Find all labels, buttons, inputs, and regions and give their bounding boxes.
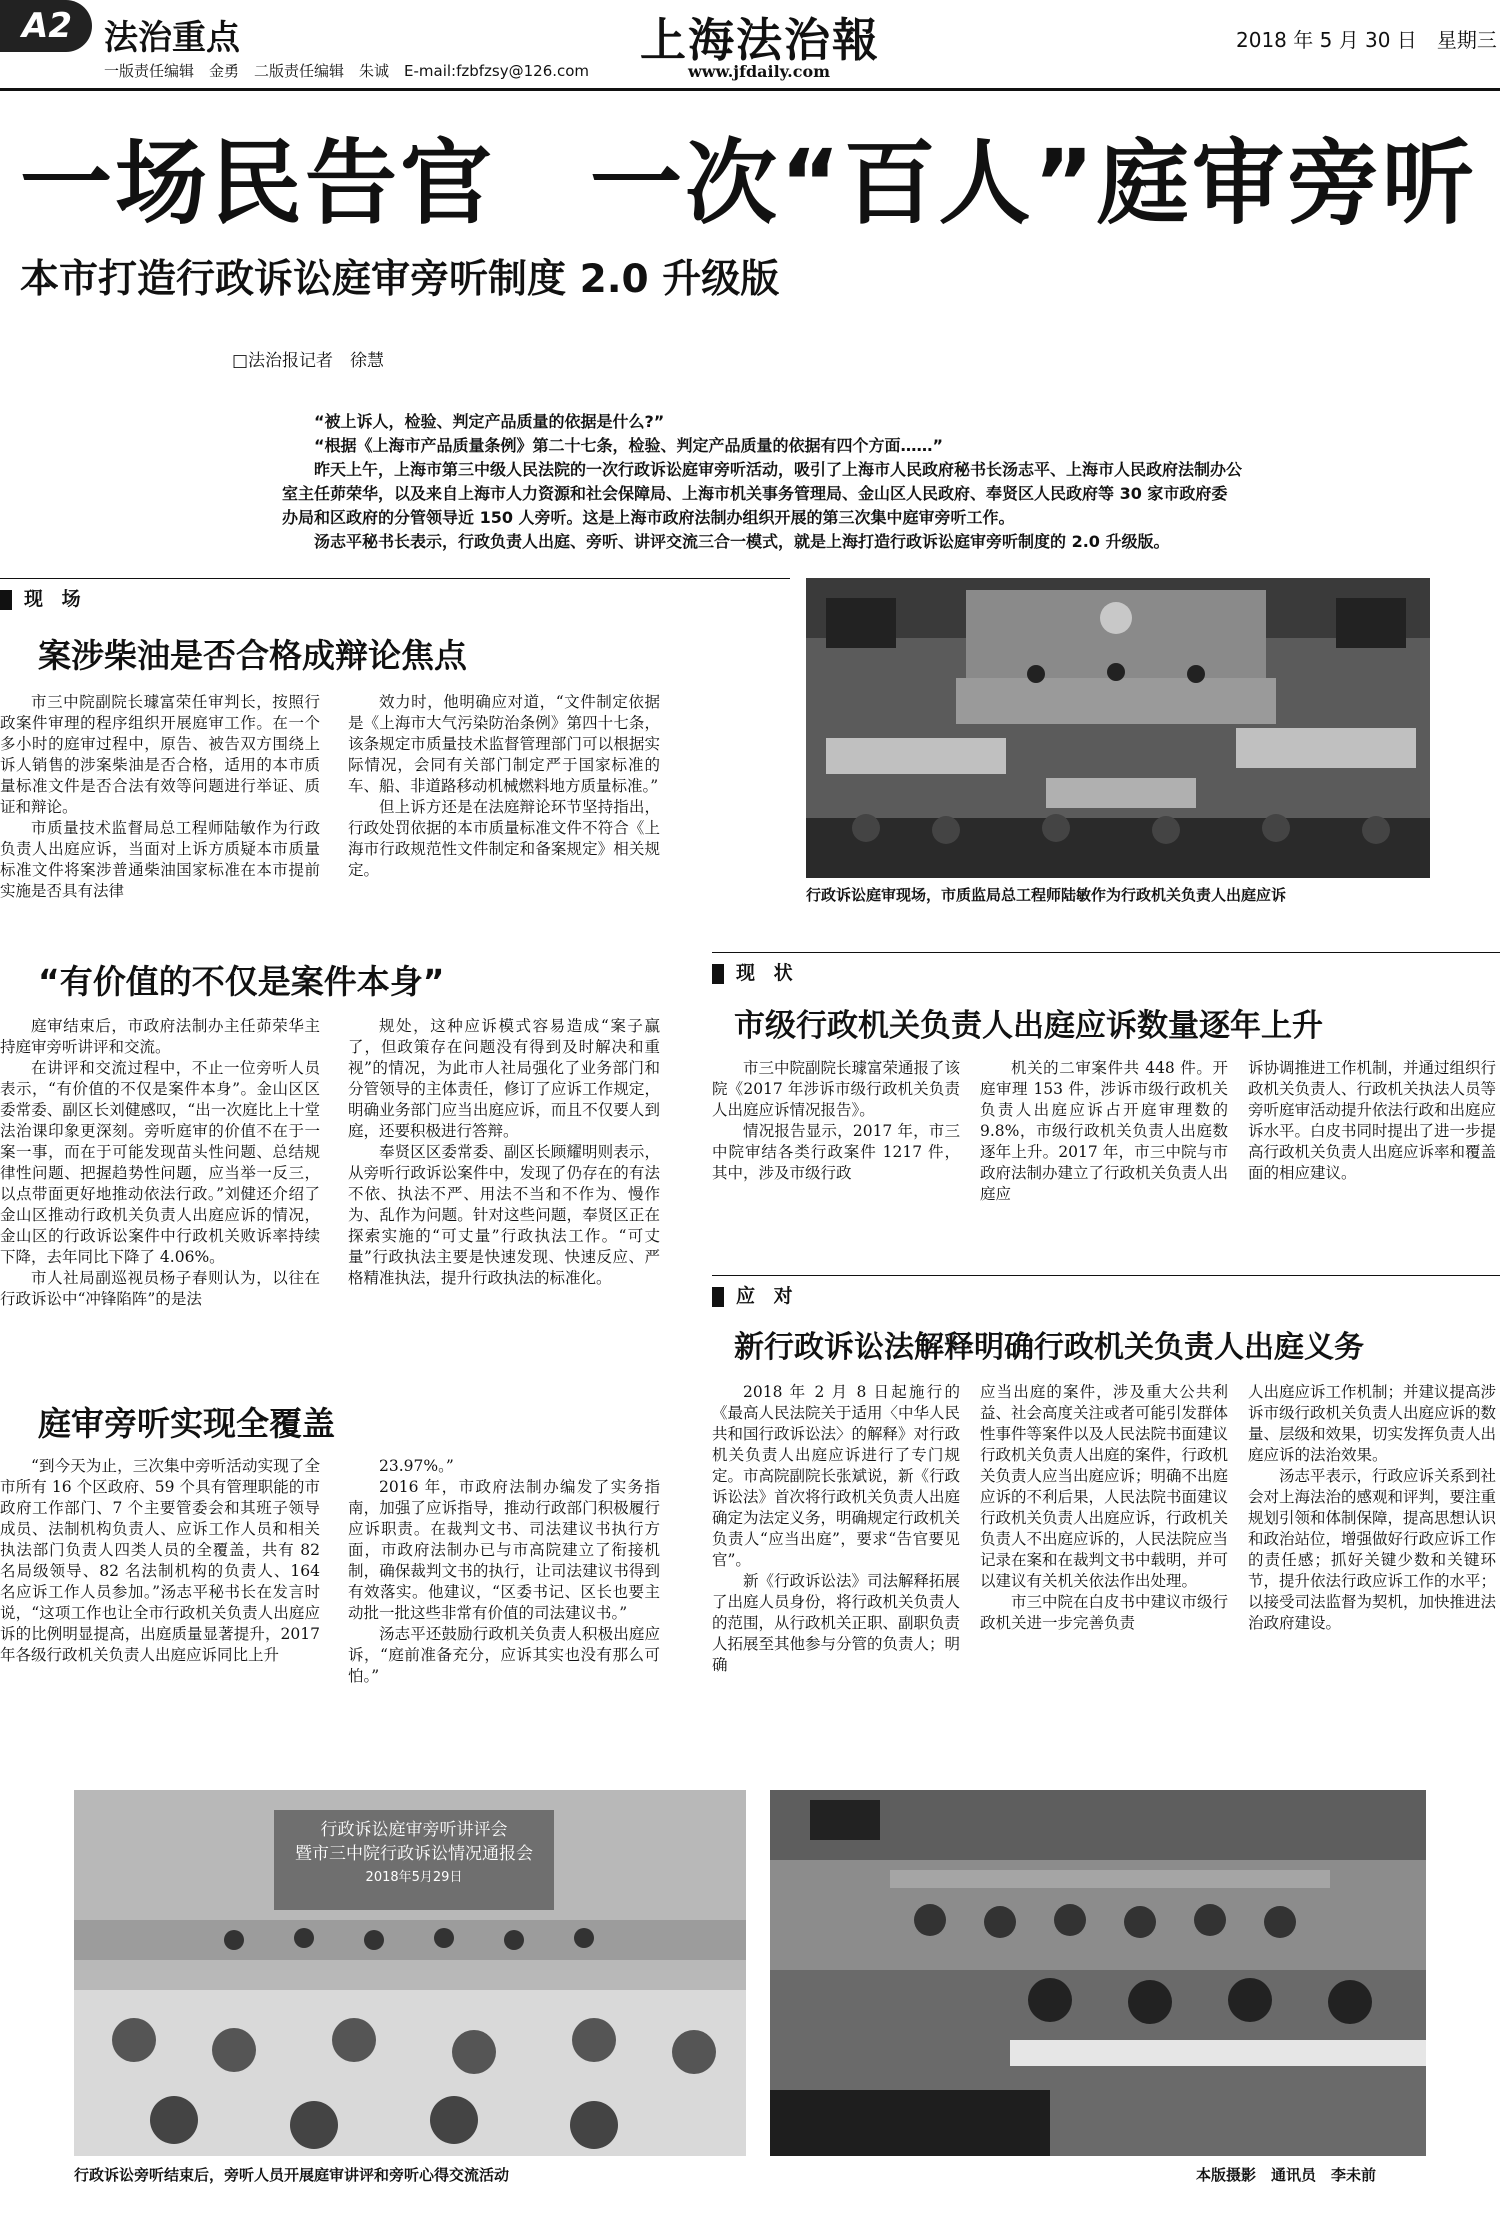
paragraph: 2018 年 2 月 8 日起施行的《最高人民法院关于适用〈中华人民共和国行政诉讼法〉的解释》对行政机关负责人出庭应诉进行了专门规定。市高院副院长张斌说，新《行政诉讼法》首次将行政机关负责人出庭确定为法定义务，明确规定行政机关负责人“应当出庭”，要求“告官要见官”。 — [712, 1383, 961, 1569]
paragraph: 新《行政诉讼法》司法解释拓展了出庭人员身份，将行政机关负责人的范围，从行政机关正职、副职负责人拓展至其他参与分管的负责人；明确 — [712, 1572, 961, 1674]
tag-marker — [712, 964, 724, 984]
paragraph: 市质量技术监督局总工程师陆敏作为行政负责人出庭应诉，当面对上诉方质疑本市质量标准文件将案涉普通柴油国家标准在本市提前实施是否具有法律 — [0, 819, 320, 900]
section-tag-label: 现 场 — [24, 588, 87, 610]
paragraph: 奉贤区区委常委、副区长顾耀明则表示，从旁听行政诉讼案件中，发现了仍存在的有法不依、执法不严、用法不当和不作为、慢作为、乱作为问题。针对这些问题，奉贤区正在探索实施的“可丈量”行政执法工作。“可丈量”行政执法主要是快速发现、快速反应、严格精准执法，提升行政执法的标准化。 — [348, 1143, 660, 1287]
heading-appearance-rising: 市级行政机关负责人出庭应诉数量逐年上升 — [734, 1008, 1323, 1044]
paragraph: 市人社局副巡视员杨子春则认为，以往在行政诉讼中“冲锋陷阵”的是法 — [0, 1269, 320, 1308]
paragraph: 2016 年，市政府法制办编发了实务指南，加强了应诉指导，推动行政部门积极履行应诉职责。在裁判文书、司法建议书执行方面，市政府法制办已与市高院建立了衔接机制，确保裁判文书的执行，让司法建议书得到有效落实。他建议，“区委书记、区长也要主动批一批这些非常有价值的司法建议书。” — [348, 1478, 660, 1622]
section-name: 法治重点 — [104, 18, 240, 58]
main-headline: 一场民告官 一次“百人”庭审旁听 — [20, 130, 1477, 237]
heading-full-coverage: 庭审旁听实现全覆盖 — [38, 1404, 335, 1443]
lead-paragraph: “被上诉人，检验、判定产品质量的依据是什么?” — [314, 412, 665, 431]
paragraph: 汤志平还鼓励行政机关负责人积极出庭应诉，“庭前准备充分，应诉其实也没有那么可怕。” — [348, 1625, 660, 1685]
photo-credit: 本版摄影 通讯员 李未前 — [1196, 2166, 1377, 2184]
paragraph: 23.97%。” — [379, 1457, 454, 1475]
paragraph: 诉协调推进工作机制，并通过组织行政机关负责人、行政机关执法人员等旁听庭审活动提升依法行政和出庭应诉水平。白皮书同时提出了进一步提高行政机关负责人出庭应诉率和覆盖面的相应建议。 — [1248, 1059, 1497, 1182]
heading-diesel-dispute: 案涉柴油是否合格成辩论焦点 — [38, 636, 467, 675]
paragraph: 汤志平表示，行政应诉关系到社会对上海法治的感观和评判，要注重规划引领和体制保障，提高思想认识和政治站位，增强做好行政应诉工作的责任感；抓好关键少数和关键环节，提升依法行政应诉工作的水平；以接受司法监督为契机，加快推进法治政府建设。 — [1248, 1467, 1497, 1632]
paragraph: 市三中院在白皮书中建议市级行政机关进一步完善负责 — [980, 1593, 1229, 1632]
page-number-badge — [0, 0, 92, 52]
meeting-banner — [274, 1818, 554, 1890]
banner-line: 行政诉讼庭审旁听讲评会 — [320, 1820, 508, 1840]
audience-photo — [770, 1790, 1426, 2156]
article-column — [0, 1456, 320, 1666]
paragraph: 情况报告显示，2017 年，市三中院审结各类行政案件 1217 件，其中，涉及市级行政 — [712, 1122, 960, 1182]
section-rule — [0, 578, 790, 579]
article-column — [980, 1058, 1228, 1205]
courtroom-photo-caption: 行政诉讼庭审现场，市质监局总工程师陆敏作为行政机关负责人出庭应诉 — [806, 886, 1287, 904]
lead-paragraph: “根据《上海市产品质量条例》第二十七条，检验、判定产品质量的依据有四个方面……” — [314, 436, 944, 455]
article-column — [712, 1382, 960, 1676]
issue-date: 2018 年 5 月 30 日 星期三 — [1236, 28, 1497, 52]
paragraph: 在讲评和交流过程中，不止一位旁听人员表示，“有价值的不仅是案件本身”。金山区区委常委、副区长刘健感叹，“出一次庭比上十堂法治课印象更深刻。旁听庭审的价值不在于一案一事，而在于可能发现苗头性问题、总结规律性问题、把握趋势性问题，应当举一反三，以点带面更好地推动依法行政。”刘健还介绍了金山区推动行政机关负责人出庭应诉的情况，金山区的行政诉讼案件中行政机关败诉率持续下降，去年同比下降了 4.06%。 — [0, 1059, 320, 1266]
paragraph: 人出庭应诉工作机制；并建议提高涉诉市级行政机关负责人出庭应诉的数量、层级和效果，切实发挥负责人出庭应诉的法治效果。 — [1248, 1383, 1497, 1464]
paragraph: 应当出庭的案件，涉及重大公共利益、社会高度关注或者可能引发群体性事件等案件以及人民法院书面建议行政机关负责人出庭的案件，行政机关负责人应当出庭应诉；明确不出庭应诉的不利后果，人民法院书面建议行政机关负责人出庭应诉，行政机关负责人不出庭应诉的，人民法院应当记录在案和在裁判文书中载明，并可以建议有关机关依法作出处理。 — [980, 1383, 1229, 1590]
banner-line: 暨市三中院行政诉讼情况通报会 — [295, 1844, 533, 1864]
audience-graphic — [770, 1790, 1426, 2156]
courtroom-photo — [806, 578, 1430, 878]
section-tag-label: 现 状 — [736, 962, 799, 984]
section-rule — [712, 952, 1500, 953]
paragraph: 效力时，他明确应对道，“文件制定依据是《上海市大气污染防治条例》第四十七条，该条规定市质量技术监督管理部门可以根据实际情况，会同有关部门制定严于国家标准的车、船、非道路移动机械燃料地方质量标准。” — [348, 693, 660, 795]
section-tag-status — [712, 958, 799, 984]
paragraph: 但上诉方还是在法庭辩论环节坚持指出，行政处罚依据的本市质量标准文件不符合《上海市行政规范性文件制定和备案规定》相关规定。 — [348, 798, 660, 879]
editors-line: 一版责任编辑 金勇 二版责任编辑 朱诚 E-mail:fzbfzsy@126.com — [104, 62, 590, 80]
paragraph: 庭审结束后，市政府法制办主任茆荣华主持庭审旁听讲评和交流。 — [0, 1017, 320, 1056]
article-column — [348, 692, 660, 881]
section-tag-label: 应 对 — [736, 1285, 799, 1307]
paragraph: 规处，这种应诉模式容易造成“案子赢了，但政策存在问题没有得到及时解决和重视”的情况，为此市人社局强化了业务部门和分管领导的主体责任，修订了应诉工作规定，明确业务部门应当出庭应诉，而且不仅要人到庭，还要积极进行答辩。 — [348, 1017, 660, 1140]
header-rule — [0, 88, 1500, 91]
article-column — [0, 1016, 320, 1310]
heading-value-beyond-case: “有价值的不仅是案件本身” — [38, 962, 445, 1001]
byline: □法治报记者 徐慧 — [232, 351, 385, 371]
section-tag-scene — [0, 584, 87, 610]
lead-paragraph: 汤志平秘书长表示，行政负责人出庭、旁听、讲评交流三合一模式，就是上海打造行政诉讼庭审旁听制度的 2.0 升级版。 — [314, 532, 1170, 551]
page-number: A2 — [22, 6, 72, 46]
tag-marker — [712, 1287, 724, 1307]
sub-headline: 本市打造行政诉讼庭审旁听制度 2.0 升级版 — [20, 257, 780, 302]
article-column — [1248, 1382, 1496, 1634]
article-column — [348, 1016, 660, 1289]
lead-paragraph: 昨天上午，上海市第三中级人民法院的一次行政诉讼庭审旁听活动，吸引了上海市人民政府秘书长汤志平、上海市人民政府法制办公室主任茆荣华，以及来自上海市人力资源和社会保障局、上海市机关事务管理局、金山区人民政府、奉贤区人民政府等 30 家市政府委办局和区政府的分管领导近 150 人旁听。这是上海市政府法制办组织开展的第三次集中庭审旁听工作。 — [282, 460, 1243, 527]
section-tag-response — [712, 1281, 799, 1307]
banner-date: 2018年5月29日 — [365, 1870, 463, 1885]
courtroom-photo-graphic — [806, 578, 1430, 878]
heading-new-interpretation: 新行政诉讼法解释明确行政机关负责人出庭义务 — [734, 1330, 1364, 1365]
tag-marker — [0, 590, 12, 610]
review-meeting-photo — [74, 1790, 746, 2156]
article-column — [1248, 1058, 1496, 1184]
lead-paragraphs — [282, 410, 1242, 554]
paragraph: 市三中院副院长璩富荣任审判长，按照行政案件审理的程序组织开展庭审工作。在一个多小时的庭审过程中，原告、被告双方围绕上诉人销售的涉案柴油是否合格，适用的本市质量标准文件是否合法有效等问题进行举证、质证和辩论。 — [0, 693, 320, 816]
article-column — [980, 1382, 1228, 1634]
article-column — [712, 1058, 960, 1184]
newspaper-masthead: 上海法治報 — [640, 13, 880, 67]
bottom-photo-caption: 行政诉讼旁听结束后，旁听人员开展庭审讲评和旁听心得交流活动 — [74, 2166, 510, 2184]
website-link[interactable]: www.jfdaily.com — [688, 62, 831, 81]
section-rule — [712, 1275, 1500, 1276]
article-column — [348, 1456, 660, 1687]
paragraph: 机关的二审案件共 448 件。开庭审理 153 件，涉诉市级行政机关负责人出庭应诉占开庭审理数的 9.8%，市级行政机关负责人出庭数逐年上升。2017 年，市三中院与市政府法制办建立了行政机关负责人出庭应 — [980, 1059, 1229, 1203]
paragraph: “到今天为止，三次集中旁听活动实现了全市所有 16 个区政府、59 个具有管理职能的市政府工作部门、7 个主要管委会和其班子领导成员、法制机构负责人、应诉工作人员和相关执法部门负责人四类人员的全覆盖，共有 82 名局级领导、82 名法制机构的负责人、164 名应诉工作人员参加。”汤志平秘书长在发言时说，“这项工作也让全市行政机关负责人出庭应诉的比例明显提高，出庭质量显著提升，2017 年各级行政机关负责人出庭应诉同比上升 — [0, 1457, 320, 1664]
article-column — [0, 692, 320, 902]
paragraph: 市三中院副院长璩富荣通报了该院《2017 年涉诉市级行政机关负责人出庭应诉情况报告》。 — [712, 1059, 961, 1119]
